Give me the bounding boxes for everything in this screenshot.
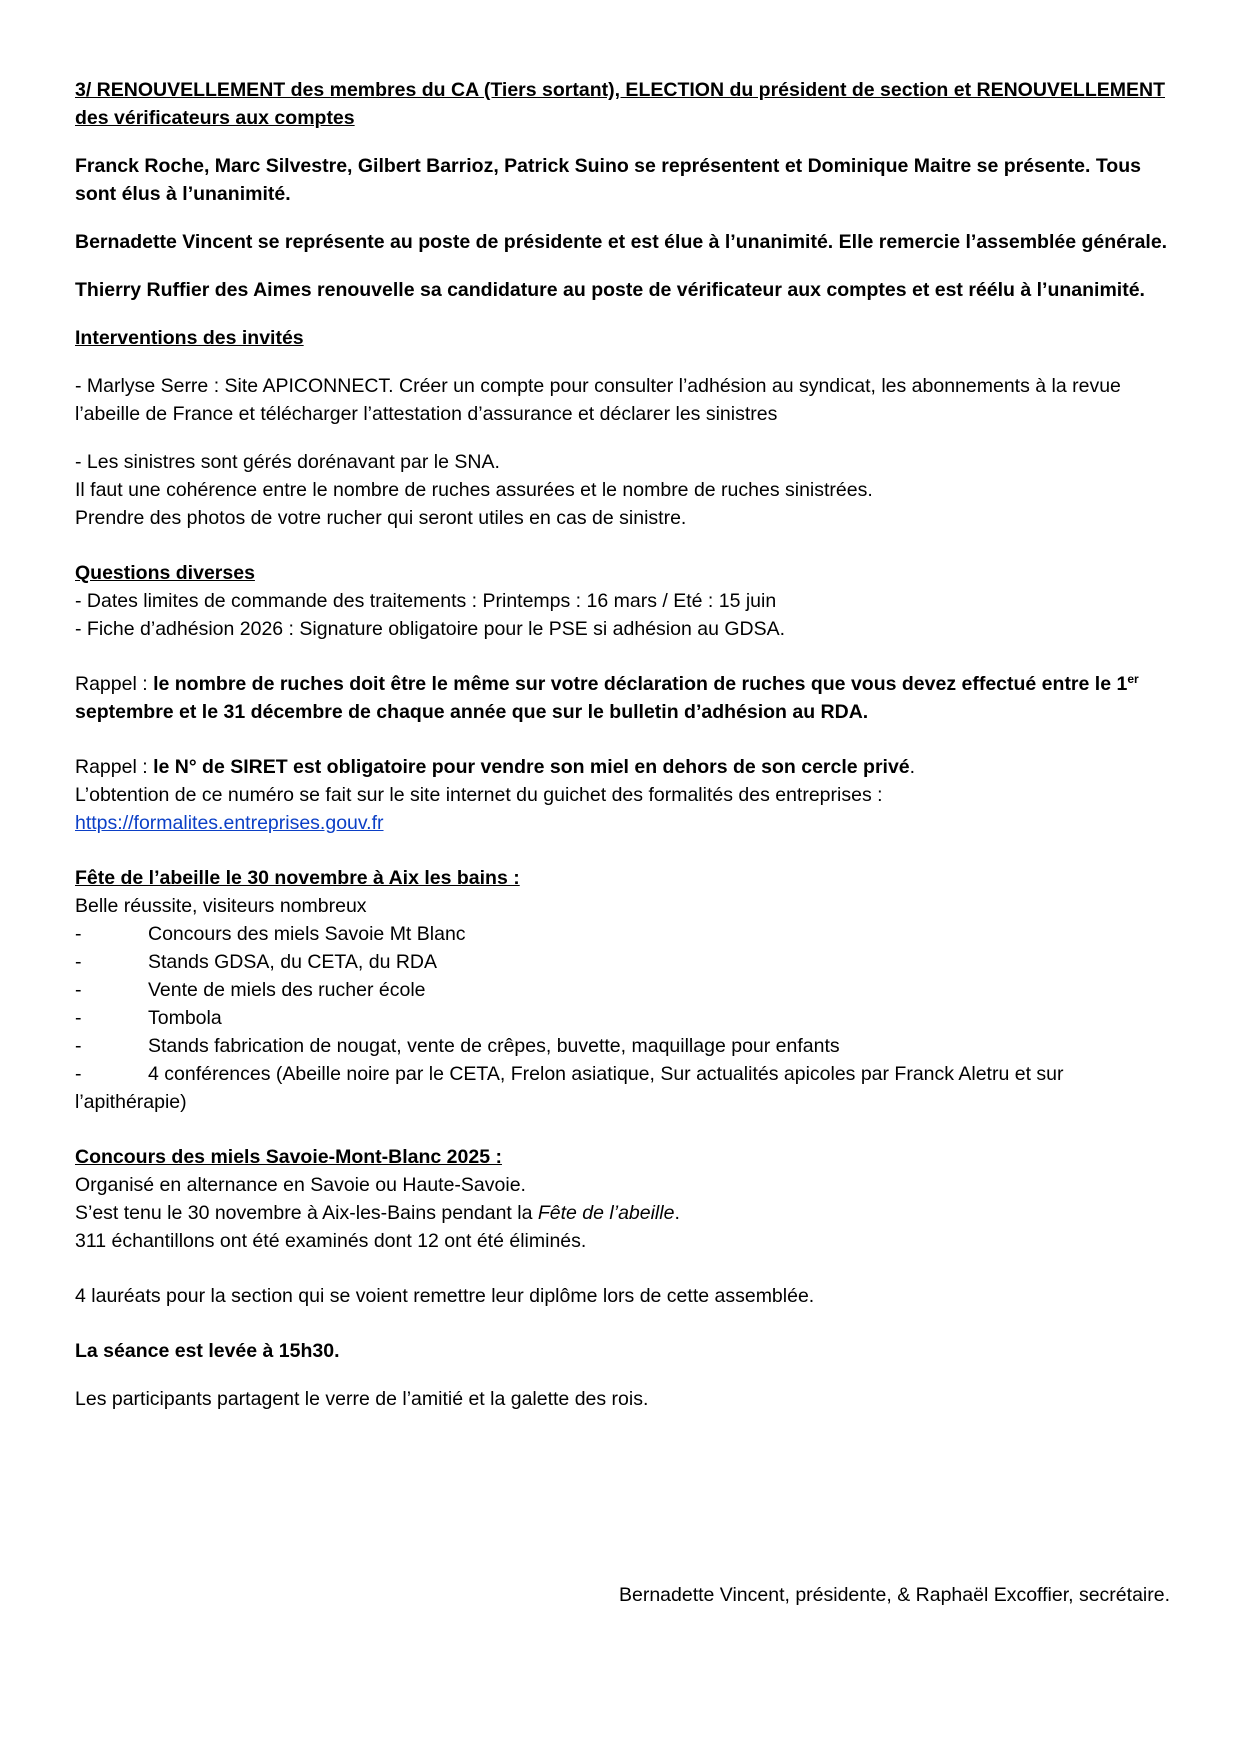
rappel-siret-suffix: .: [909, 756, 916, 778]
questions-line: - Fiche d’adhésion 2026 : Signature obligatoire pour le PSE si adhésion au GDSA.: [75, 618, 786, 640]
list-item: [75, 1060, 1170, 1088]
rappel-prefix: Rappel :: [75, 756, 154, 778]
list-item-continuation: l’apithérapie): [75, 1091, 187, 1113]
rappel-ruches-text-b: septembre et le 31 décembre de chaque année que sur le bulletin d’adhésion au RDA.: [75, 701, 869, 723]
list-dash: -: [75, 1007, 82, 1029]
list-dash: -: [75, 1035, 82, 1057]
list-item: [75, 948, 1170, 976]
concours-line: [75, 1199, 1170, 1227]
list-dash: -: [75, 923, 82, 945]
rappel-ruches-text-a: le nombre de ruches doit être le même sur votre déclaration de ruches que vous devez effectué entre le 1: [153, 673, 1128, 695]
section3-verificateur: Thierry Ruffier des Aimes renouvelle sa candidature au poste de vérificateur aux comptes et est réélu à l’unanimité.: [75, 279, 1145, 301]
concours-line: 311 échantillons ont été examinés dont 12 ont été éliminés.: [75, 1230, 587, 1252]
seance-levee: La séance est levée à 15h30.: [75, 1340, 340, 1362]
interventions-apiconnect: - Marlyse Serre : Site APICONNECT. Créer un compte pour consulter l’adhésion au syndicat, les abonnements à la revue l’abeille de France et télécharger l’attestation d’assurance et déclarer les sinistres: [75, 375, 1121, 425]
list-item-text: Stands fabrication de nougat, vente de crêpes, buvette, maquillage pour enfants: [148, 1035, 840, 1057]
list-dash: -: [75, 979, 82, 1001]
fete-intro: Belle réussite, visiteurs nombreux: [75, 895, 367, 917]
interventions-heading: Interventions des invités: [75, 327, 304, 349]
fete-heading: Fête de l’abeille le 30 novembre à Aix les bains :: [75, 867, 520, 889]
list-item-text: 4 conférences (Abeille noire par le CETA, Frelon asiatique, Sur actualités apicoles par Franck Aletru et sur: [148, 1063, 1064, 1085]
concours-line2-b: .: [674, 1202, 680, 1224]
section3-president: Bernadette Vincent se représente au poste de présidente et est élue à l’unanimité. Elle remercie l’assemblée générale.: [75, 231, 1168, 253]
concours-line2-em: Fête de l’abeille: [537, 1202, 675, 1224]
rappel-siret: [75, 753, 1170, 781]
interventions-line: Il faut une cohérence entre le nombre de ruches assurées et le nombre de ruches sinistrées.: [75, 479, 873, 501]
list-item-text: Concours des miels Savoie Mt Blanc: [148, 923, 466, 945]
signature: Bernadette Vincent, présidente, & Raphaël Excoffier, secrétaire.: [618, 1584, 1170, 1606]
list-item: [75, 976, 1170, 1004]
list-item-text: Stands GDSA, du CETA, du RDA: [148, 951, 438, 973]
list-dash: -: [75, 1063, 82, 1085]
concours-line: Organisé en alternance en Savoie ou Haute-Savoie.: [75, 1174, 526, 1196]
concours-line2-a: S’est tenu le 30 novembre à Aix-les-Bains pendant la: [75, 1202, 538, 1224]
section3-candidates: Franck Roche, Marc Silvestre, Gilbert Barrioz, Patrick Suino se représentent et Dominique Maitre se présente. Tous sont élus à l’unanimité.: [75, 155, 1141, 205]
section3-heading: 3/ RENOUVELLEMENT des membres du CA (Tiers sortant), ELECTION du président de section et RENOUVELLEMENT des vérificateurs aux comptes: [75, 79, 1165, 129]
interventions-line: Prendre des photos de votre rucher qui seront utiles en cas de sinistre.: [75, 507, 687, 529]
rappel-siret-text: le N° de SIRET est obligatoire pour vendre son miel en dehors de son cercle privé: [153, 756, 910, 778]
list-item: [75, 1032, 1170, 1060]
list-item: [75, 1004, 1170, 1032]
rappel-ruches: [75, 670, 1170, 726]
concours-heading: Concours des miels Savoie-Mont-Blanc 2025 :: [75, 1146, 502, 1168]
verre-amitie: Les participants partagent le verre de l’amitié et la galette des rois.: [75, 1388, 649, 1410]
interventions-line: - Les sinistres sont gérés dorénavant par le SNA.: [75, 451, 500, 473]
formalites-link[interactable]: https://formalites.entreprises.gouv.fr: [75, 812, 384, 834]
rappel-ruches-sup: er: [1127, 672, 1139, 686]
questions-line: - Dates limites de commande des traitements : Printemps : 16 mars / Eté : 15 juin: [75, 590, 777, 612]
list-item-text: Vente de miels des rucher école: [148, 979, 426, 1001]
rappel-prefix: Rappel :: [75, 673, 154, 695]
list-dash: -: [75, 951, 82, 973]
concours-laureats: 4 lauréats pour la section qui se voient remettre leur diplôme lors de cette assemblée.: [75, 1285, 815, 1307]
rappel-siret-line2: L’obtention de ce numéro se fait sur le site internet du guichet des formalités des entreprises :: [75, 784, 883, 806]
document-page: [75, 76, 1170, 1413]
questions-heading: Questions diverses: [75, 562, 255, 584]
list-item: [75, 920, 1170, 948]
list-item-text: Tombola: [148, 1007, 222, 1029]
